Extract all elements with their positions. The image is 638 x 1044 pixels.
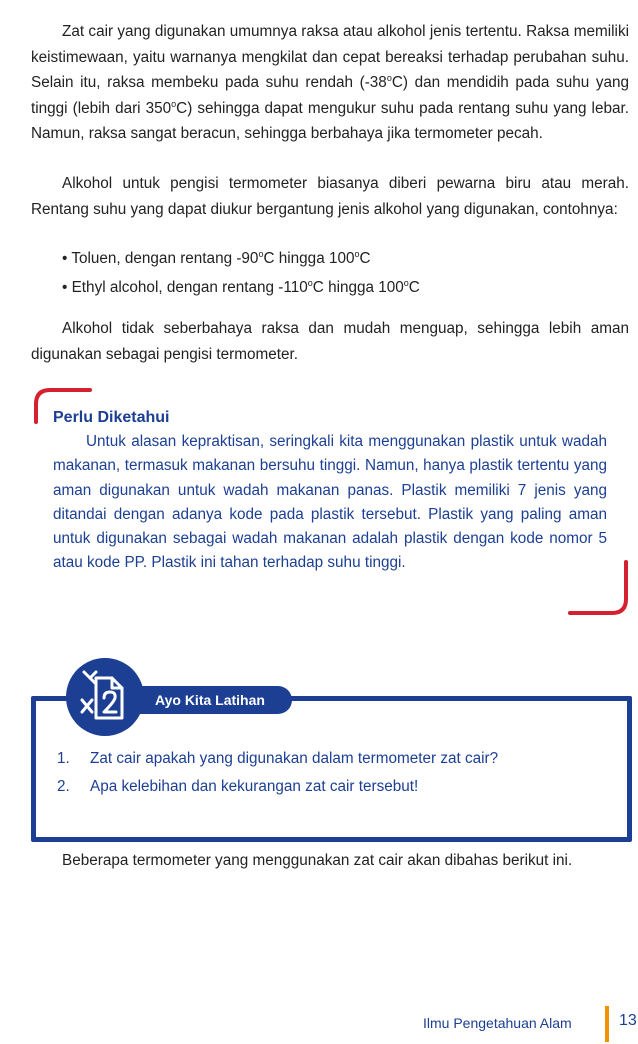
info-title: Perlu Diketahui: [53, 409, 170, 426]
page-number: 13: [619, 1012, 637, 1029]
paragraph-alkohol: Alkohol untuk pengisi termometer biasanya diberi pewarna biru atau merah. Rentang suhu yang dapat diukur bergantung jenis alkohol yang digunakan, contohnya:: [31, 175, 629, 218]
exercise-item-2: 2. Apa kelebihan dan kekurangan zat cair tersebut!: [57, 778, 419, 795]
bullet-toluen: • Toluen, dengan rentang -90$^o$C hingga 100$^o$C: [62, 249, 371, 267]
exercise-title: Ayo Kita Latihan: [108, 686, 292, 714]
degree-sign: o: [386, 73, 392, 83]
bullet-ethyl-alcohol: • Ethyl alcohol, dengan rentang -110$^o$C hingga 100$^o$C: [62, 278, 420, 296]
paragraph-penutup: Beberapa termometer yang menggunakan zat cair akan dibahas berikut ini.: [62, 852, 573, 869]
paragraph-alkohol-aman: Alkohol tidak seberbahaya raksa dan mudah menguap, sehingga lebih aman digunakan sebagai pengisi termometer.: [31, 320, 629, 363]
footer-book-title: Ilmu Pengetahuan Alam: [423, 1015, 572, 1031]
degree-sign: o: [171, 98, 177, 109]
footer-divider: [605, 1006, 609, 1042]
paragraph-raksa: Zat cair yang digunakan umumnya raksa atau alkohol jenis tertentu. Raksa memiliki keistimewaan, yaitu warnanya mengkilat dan cepat bereaksi terhadap perubahan suhu. Selain itu, raksa membeku pada suhu rendah (-38$^o$C) dan mendidih pada suhu yang tinggi (lebih dari 350$^o$C) sehingga dapat mengukur suhu pada rentang suhu yang lebar. Namun, raksa sangat beracun, sehingga berbahaya jika termometer pecah.: [31, 23, 629, 142]
exercise-badge: [66, 658, 144, 736]
info-body: Untuk alasan kepraktisan, seringkali kita menggunakan plastik untuk wadah makanan, termasuk makanan bersuhu tinggi. Namun, hanya plastik tertentu yang aman digunakan untuk wadah makanan panas. Plastik memiliki 7 jenis yang ditandai dengan adanya kode pada plastik tersebut. Plastik yang paling aman untuk digunakan sebagai wadah makanan adalah plastik dengan kode nomor 5 atau kode PP. Plastik ini tahan terhadap suhu tinggi.: [53, 433, 607, 572]
exercise-item-1: 1. Zat cair apakah yang digunakan dalam termometer zat cair?: [57, 750, 499, 767]
exercise-worksheet-icon: [66, 658, 144, 736]
